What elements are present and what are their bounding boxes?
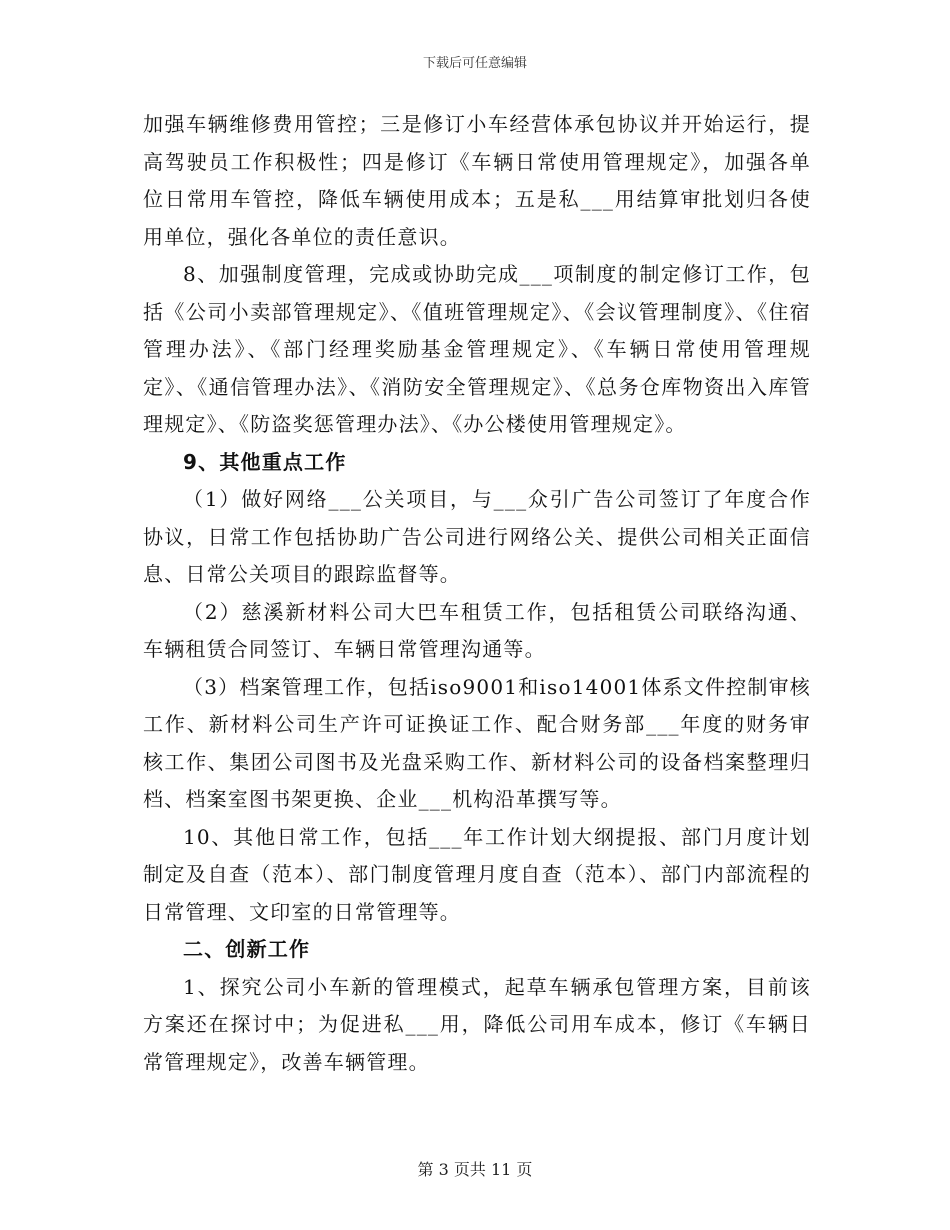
document-body [143,106,811,1081]
section-heading-9: 9、其他重点工作 [183,449,347,474]
paragraph-item-8: 8、加强制度管理，完成或协助完成___项制度的制定修订工作，包括《公司小卖部管理规定》、《值班管理规定》、《会议管理制度》、《住宿管理办法》、《部门经理奖励基金管理规定》、《车辆日常使用管理规定》、《通信管理办法》、《消防安全管理规定》、《总务仓库物资出入库管理规定》、《防盗奖惩管理办法》、《办公楼使用管理规定》。 [143,262,811,436]
paragraph-item-10: 10、其他日常工作，包括___年工作计划大纲提报、部门月度计划制定及自查（范本）、部门制度管理月度自查（范本）、部门内部流程的日常管理、文印室的日常管理等。 [143,824,811,924]
paragraph-innovation-1: 1、探究公司小车新的管理模式，起草车辆承包管理方案，目前该方案还在探讨中；为促进私___用，降低公司用车成本，修订《车辆日常管理规定》，改善车辆管理。 [143,974,811,1074]
section-heading-innovation: 二、创新工作 [183,937,311,961]
paragraph-9-3: （3）档案管理工作，包括iso9001和iso14001体系文件控制审核工作、新材料公司生产许可证换证工作、配合财务部___年度的财务审核工作、集团公司图书及光盘采购工作、新材料公司的设备档案整理归档、档案室图书架更换、企业___机构沿革撰写等。 [143,674,811,811]
page-number: 第 3 页共 11 页 [417,1160,533,1179]
paragraph-continuation: 加强车辆维修费用管控；三是修订小车经营体承包协议并开始运行，提高驾驶员工作积极性；四是修订《车辆日常使用管理规定》，加强各单位日常用车管控，降低车辆使用成本；五是私___用结算审批划归各使用单位，强化各单位的责任意识。 [143,112,811,249]
paragraph-9-2: （2）慈溪新材料公司大巴车租赁工作，包括租赁公司联络沟通、车辆租赁合同签订、车辆日常管理沟通等。 [143,599,811,661]
header-note: 下载后可任意编辑 [422,56,527,71]
paragraph-9-1: （1）做好网络___公关项目，与___众引广告公司签订了年度合作协议，日常工作包括协助广告公司进行网络公关、提供公司相关正面信息、日常公关项目的跟踪监督等。 [143,487,811,586]
